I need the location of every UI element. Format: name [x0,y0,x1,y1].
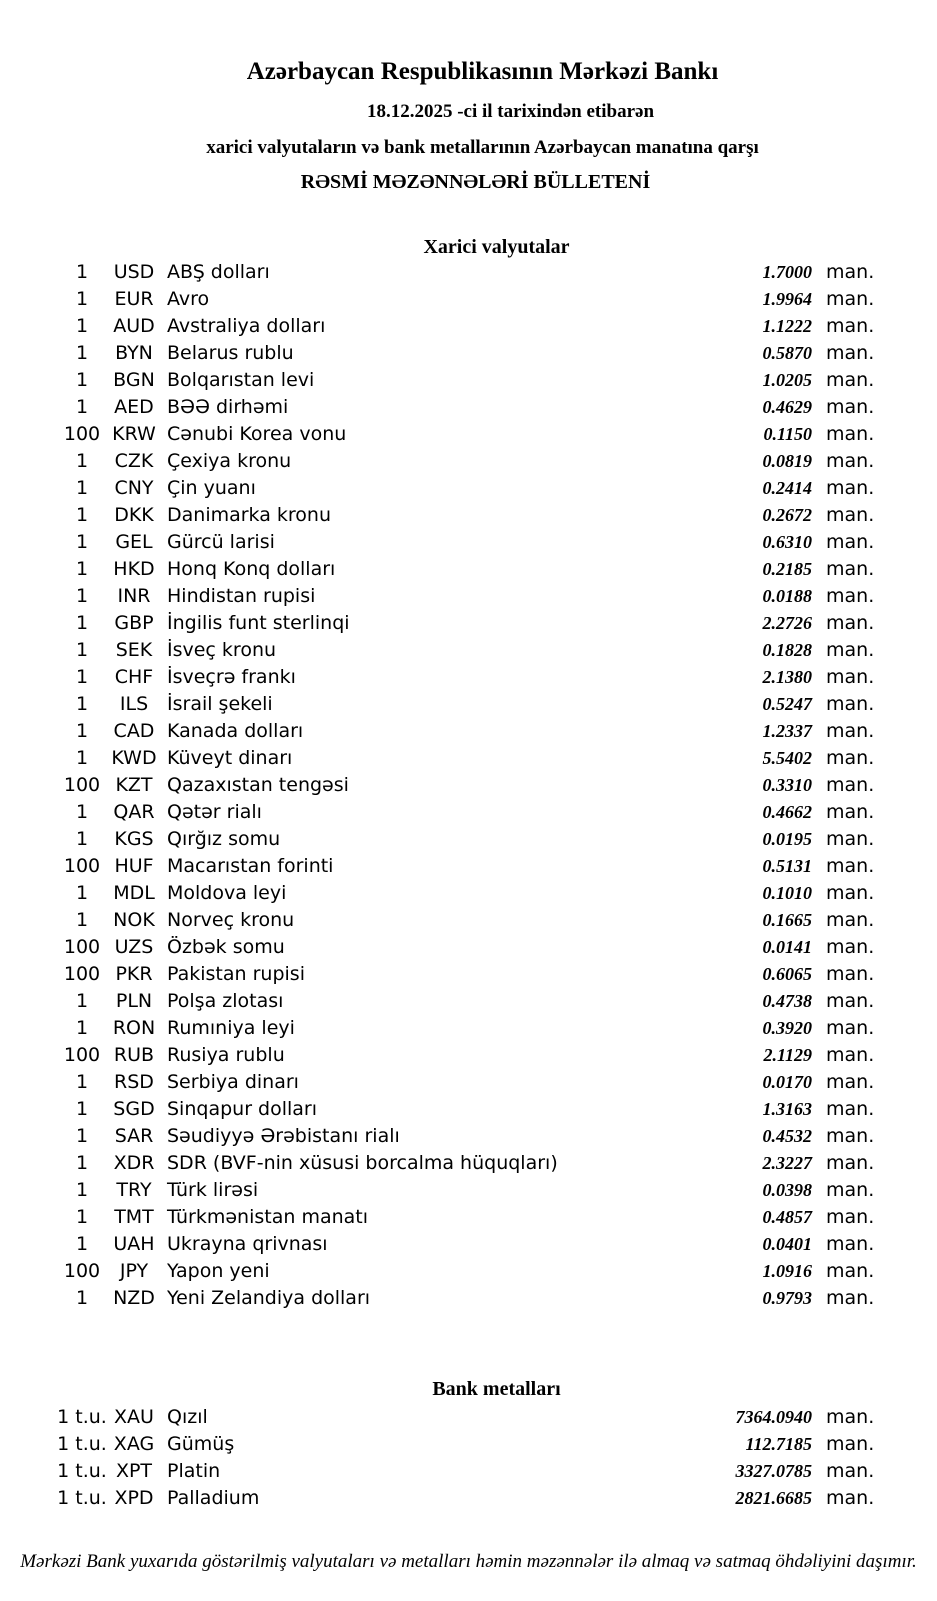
rate-cell: 2.1380 [762,667,812,687]
rate-cell: 0.5131 [762,856,812,876]
manat-unit-label: man. [826,1044,875,1066]
currency-code-cell: NOK [113,909,155,931]
currency-row [56,691,886,718]
currency-name-cell: Polşa zlotası [167,990,284,1012]
metal-row [56,1458,886,1485]
manat-unit-label: man. [826,666,875,688]
manat-unit-label: man. [826,801,875,823]
currency-name-cell: Honq Konq dolları [167,558,336,580]
manat-unit-label: man. [826,1287,875,1309]
manat-unit-label: man. [826,1179,875,1201]
currency-name-cell: Bolqarıstan levi [167,369,315,391]
currency-name-cell: Çin yuanı [167,477,256,499]
currency-name-cell: Rusiya rublu [167,1044,285,1066]
currency-code-cell: XPD [114,1487,154,1509]
currency-row [56,421,886,448]
currency-row [56,448,886,475]
manat-unit-label: man. [826,1233,875,1255]
bulletin-date: 18.12.2025 -ci il tarixindən etibarən [366,101,655,122]
currency-code-cell: HUF [114,855,154,877]
manat-unit-label: man. [826,963,875,985]
currency-code-cell: TMT [114,1206,154,1228]
rate-cell: 112.7185 [745,1434,812,1454]
rate-cell: 0.4857 [762,1207,812,1227]
quantity-cell: 100 [63,1260,101,1282]
currency-row [56,394,886,421]
currency-name-cell: Qazaxıstan tengəsi [167,774,349,796]
metal-row [56,1404,886,1431]
rate-cell: 2.3227 [762,1153,812,1173]
manat-unit-label: man. [826,1406,875,1428]
currency-name-cell: Moldova leyi [167,882,287,904]
currency-code-cell: DKK [114,504,154,526]
quantity-cell: 1 [75,504,89,526]
currency-code-cell: XPT [115,1460,153,1482]
currency-row [56,664,886,691]
manat-unit-label: man. [826,558,875,580]
currency-code-cell: BYN [115,342,153,364]
currency-row [56,880,886,907]
quantity-cell: 100 [63,963,101,985]
currency-code-cell: GBP [114,612,154,634]
quantity-cell: 100 [63,855,101,877]
quantity-cell: 100 [63,423,101,445]
manat-unit-label: man. [826,774,875,796]
currency-code-cell: PLN [115,990,153,1012]
currency-name-cell: Küveyt dinarı [167,747,293,769]
manat-unit-label: man. [826,261,875,283]
manat-unit-label: man. [826,1017,875,1039]
manat-unit-label: man. [826,1071,875,1093]
quantity-cell: 1 [75,1098,89,1120]
section-title-currencies: Xarici valyutalar [423,236,570,258]
currency-name-cell: Özbək somu [167,936,285,958]
currency-name-cell: BƏƏ dirhəmi [167,396,289,418]
currency-row [56,1177,886,1204]
section-title-metals: Bank metalları [432,1378,561,1400]
quantity-cell: 1 t.u. [57,1460,107,1482]
quantity-cell: 1 [75,720,89,742]
manat-unit-label: man. [826,531,875,553]
quantity-cell: 1 [75,1287,89,1309]
manat-unit-label: man. [826,1433,875,1455]
quantity-cell: 1 [75,612,89,634]
quantity-cell: 1 [75,585,89,607]
bulletin-subtitle: xarici valyutaların və bank metallarının Azərbaycan manatına qarşı [206,137,759,158]
currency-code-cell: UZS [114,936,154,958]
currency-code-cell: SGD [113,1098,155,1120]
currency-row [56,1069,886,1096]
manat-unit-label: man. [826,990,875,1012]
currency-code-cell: KWD [111,747,157,769]
currency-code-cell: XAG [113,1433,155,1455]
currency-name-cell: Hindistan rupisi [167,585,316,607]
quantity-cell: 1 [75,1017,89,1039]
currency-row [56,286,886,313]
quantity-cell: 1 [75,369,89,391]
currency-table [56,259,886,1312]
currency-name-cell: Səudiyyə Ərəbistanı rialı [167,1125,400,1147]
rate-cell: 0.3920 [762,1018,812,1038]
currency-row [56,1096,886,1123]
manat-unit-label: man. [826,1152,875,1174]
manat-unit-label: man. [826,1460,875,1482]
currency-row [56,637,886,664]
quantity-cell: 1 [75,882,89,904]
manat-unit-label: man. [826,909,875,931]
currency-row [56,259,886,286]
currency-row [56,799,886,826]
manat-unit-label: man. [826,747,875,769]
currency-name-cell: İsveçrə frankı [167,666,296,688]
quantity-cell: 1 [75,639,89,661]
quantity-cell: 1 [75,261,89,283]
currency-row [56,1015,886,1042]
currency-name-cell: Gümüş [167,1433,235,1455]
currency-row [56,988,886,1015]
quantity-cell: 1 [75,1206,89,1228]
rate-cell: 1.0205 [762,370,812,390]
quantity-cell: 1 t.u. [57,1406,107,1428]
manat-unit-label: man. [826,288,875,310]
currency-name-cell: Avro [167,288,210,310]
quantity-cell: 1 [75,315,89,337]
rate-cell: 0.1010 [762,883,812,903]
manat-unit-label: man. [826,477,875,499]
rate-cell: 0.5870 [762,343,812,363]
rate-cell: 0.4629 [762,397,812,417]
currency-row [56,502,886,529]
currency-code-cell: KZT [115,774,153,796]
quantity-cell: 1 [75,477,89,499]
quantity-cell: 100 [63,774,101,796]
manat-unit-label: man. [826,855,875,877]
rate-cell: 0.6065 [762,964,812,984]
quantity-cell: 1 [75,396,89,418]
manat-unit-label: man. [826,936,875,958]
currency-row [56,772,886,799]
quantity-cell: 1 [75,1233,89,1255]
currency-row [56,1204,886,1231]
currency-row [56,718,886,745]
currency-code-cell: SEK [115,639,153,661]
rate-cell: 0.1150 [763,424,812,444]
currency-row [56,529,886,556]
currency-name-cell: Pakistan rupisi [167,963,305,985]
quantity-cell: 1 [75,666,89,688]
currency-name-cell: Türkmənistan manatı [167,1206,369,1228]
quantity-cell: 1 [75,909,89,931]
currency-code-cell: UAH [113,1233,155,1255]
currency-name-cell: İsrail şekeli [167,693,273,715]
currency-name-cell: Gürcü larisi [167,531,275,553]
currency-row [56,853,886,880]
currency-code-cell: ILS [119,693,149,715]
currency-row [56,556,886,583]
currency-code-cell: RUB [113,1044,155,1066]
currency-code-cell: GEL [115,531,153,553]
metal-row [56,1485,886,1512]
currency-name-cell: Yapon yeni [167,1260,270,1282]
rate-cell: 0.9793 [762,1288,812,1308]
manat-unit-label: man. [826,585,875,607]
currency-code-cell: TRY [116,1179,152,1201]
rate-cell: 0.2672 [762,505,812,525]
quantity-cell: 1 [75,1152,89,1174]
currency-name-cell: Yeni Zelandiya dolları [167,1287,371,1309]
currency-row [56,745,886,772]
currency-name-cell: Danimarka kronu [167,504,332,526]
rate-cell: 0.1665 [762,910,812,930]
currency-code-cell: SAR [114,1125,154,1147]
currency-name-cell: İsveç kronu [167,639,277,661]
currency-code-cell: INR [117,585,151,607]
currency-code-cell: RON [112,1017,156,1039]
bulletin-title: RƏSMİ MƏZƏNNƏLƏRİ BÜLLETENİ [300,171,651,193]
currency-name-cell: Cənubi Korea vonu [167,423,347,445]
rate-cell: 5.5402 [762,748,812,768]
currency-name-cell: İngilis funt sterlinqi [167,612,350,634]
currency-row [56,1258,886,1285]
currency-code-cell: CHF [114,666,154,688]
manat-unit-label: man. [826,639,875,661]
manat-unit-label: man. [826,882,875,904]
manat-unit-label: man. [826,612,875,634]
rate-cell: 0.5247 [762,694,812,714]
quantity-cell: 1 [75,558,89,580]
quantity-cell: 1 [75,801,89,823]
currency-name-cell: Türk lirəsi [167,1179,259,1201]
manat-unit-label: man. [826,369,875,391]
rate-cell: 0.6310 [762,532,812,552]
manat-unit-label: man. [826,315,875,337]
rate-cell: 1.3163 [762,1099,812,1119]
quantity-cell: 1 [75,693,89,715]
metal-row [56,1431,886,1458]
currency-name-cell: Qətər rialı [167,801,262,823]
rate-cell: 0.2185 [762,559,812,579]
currency-code-cell: QAR [113,801,155,823]
rate-cell: 0.3310 [762,775,812,795]
currency-name-cell: Serbiya dinarı [167,1071,299,1093]
currency-row [56,475,886,502]
currency-name-cell: Ukrayna qrivnası [167,1233,328,1255]
currency-code-cell: MDL [113,882,155,904]
currency-code-cell: RSD [114,1071,154,1093]
currency-row [56,610,886,637]
quantity-cell: 1 [75,342,89,364]
currency-code-cell: JPY [119,1260,149,1282]
manat-unit-label: man. [826,504,875,526]
currency-row [56,340,886,367]
rate-cell: 0.2414 [762,478,812,498]
currency-code-cell: CZK [114,450,154,472]
currency-name-cell: Qırğız somu [167,828,281,850]
quantity-cell: 1 [75,828,89,850]
rate-cell: 2.1129 [763,1045,812,1065]
currency-row [56,934,886,961]
rate-cell: 1.1222 [762,316,812,336]
currency-name-cell: Çexiya kronu [167,450,292,472]
manat-unit-label: man. [826,423,875,445]
rate-cell: 0.0188 [762,586,812,606]
currency-name-cell: SDR (BVF-nin xüsusi borcalma hüquqları) [167,1152,558,1174]
manat-unit-label: man. [826,1125,875,1147]
currency-name-cell: Sinqapur dolları [167,1098,318,1120]
quantity-cell: 1 [75,450,89,472]
currency-name-cell: Palladium [167,1487,260,1509]
currency-name-cell: Norveç kronu [167,909,295,931]
currency-code-cell: KRW [112,423,156,445]
currency-row [56,583,886,610]
quantity-cell: 1 t.u. [57,1433,107,1455]
rate-cell: 3327.0785 [735,1461,812,1481]
rate-cell: 1.9964 [762,289,812,309]
rate-cell: 0.4662 [762,802,812,822]
currency-code-cell: CAD [113,720,155,742]
quantity-cell: 1 [75,531,89,553]
rate-cell: 2.2726 [762,613,812,633]
disclaimer-text: Mərkəzi Bank yuxarıda göstərilmiş valyutaları və metalları həmin məzənnələr ilə almaq və satmaq öhdəliyini daşımır. [20,1551,917,1572]
quantity-cell: 1 t.u. [57,1487,107,1509]
rate-cell: 1.0916 [762,1261,812,1281]
rate-cell: 2821.6685 [735,1488,812,1508]
quantity-cell: 100 [63,1044,101,1066]
currency-code-cell: HKD [113,558,155,580]
rate-cell: 0.0398 [762,1180,812,1200]
manat-unit-label: man. [826,450,875,472]
currency-code-cell: PKR [115,963,153,985]
quantity-cell: 1 [75,1071,89,1093]
rate-cell: 0.4532 [762,1126,812,1146]
manat-unit-label: man. [826,1206,875,1228]
manat-unit-label: man. [826,828,875,850]
rate-cell: 0.0195 [762,829,812,849]
rate-cell: 7364.0940 [735,1407,812,1427]
manat-unit-label: man. [826,342,875,364]
currency-name-cell: Rumıniya leyi [167,1017,295,1039]
currency-row [56,907,886,934]
currency-name-cell: Avstraliya dolları [167,315,326,337]
currency-code-cell: AUD [113,315,155,337]
bank-title: Azərbaycan Respublikasının Mərkəzi Bankı [246,58,719,85]
manat-unit-label: man. [826,1098,875,1120]
currency-row [56,313,886,340]
currency-name-cell: Belarus rublu [167,342,294,364]
currency-row [56,961,886,988]
currency-code-cell: AED [114,396,154,418]
rate-cell: 0.0401 [762,1234,812,1254]
quantity-cell: 100 [63,936,101,958]
currency-row [56,1150,886,1177]
rate-cell: 0.0141 [762,937,812,957]
quantity-cell: 1 [75,990,89,1012]
currency-code-cell: EUR [114,288,154,310]
currency-row [56,1285,886,1312]
currency-row [56,1042,886,1069]
currency-code-cell: CNY [114,477,154,499]
rate-cell: 1.2337 [762,721,812,741]
currency-name-cell: Platin [167,1460,221,1482]
manat-unit-label: man. [826,396,875,418]
quantity-cell: 1 [75,1125,89,1147]
rate-cell: 0.1828 [762,640,812,660]
currency-code-cell: NZD [113,1287,155,1309]
rate-cell: 0.4738 [762,991,812,1011]
currency-name-cell: ABŞ dolları [167,261,270,283]
currency-code-cell: USD [113,261,155,283]
currency-name-cell: Kanada dolları [167,720,304,742]
currency-row [56,1123,886,1150]
manat-unit-label: man. [826,720,875,742]
rate-cell: 0.0819 [762,451,812,471]
quantity-cell: 1 [75,1179,89,1201]
manat-unit-label: man. [826,1487,875,1509]
metals-table [56,1404,886,1512]
rate-cell: 0.0170 [762,1072,812,1092]
manat-unit-label: man. [826,693,875,715]
rate-cell: 1.7000 [762,262,812,282]
currency-row [56,1231,886,1258]
currency-code-cell: XDR [113,1152,155,1174]
currency-row [56,826,886,853]
manat-unit-label: man. [826,1260,875,1282]
currency-code-cell: BGN [113,369,155,391]
currency-code-cell: XAU [114,1406,154,1428]
currency-name-cell: Qızıl [167,1406,208,1428]
quantity-cell: 1 [75,747,89,769]
currency-code-cell: KGS [114,828,154,850]
currency-row [56,367,886,394]
quantity-cell: 1 [75,288,89,310]
currency-name-cell: Macarıstan forinti [167,855,334,877]
